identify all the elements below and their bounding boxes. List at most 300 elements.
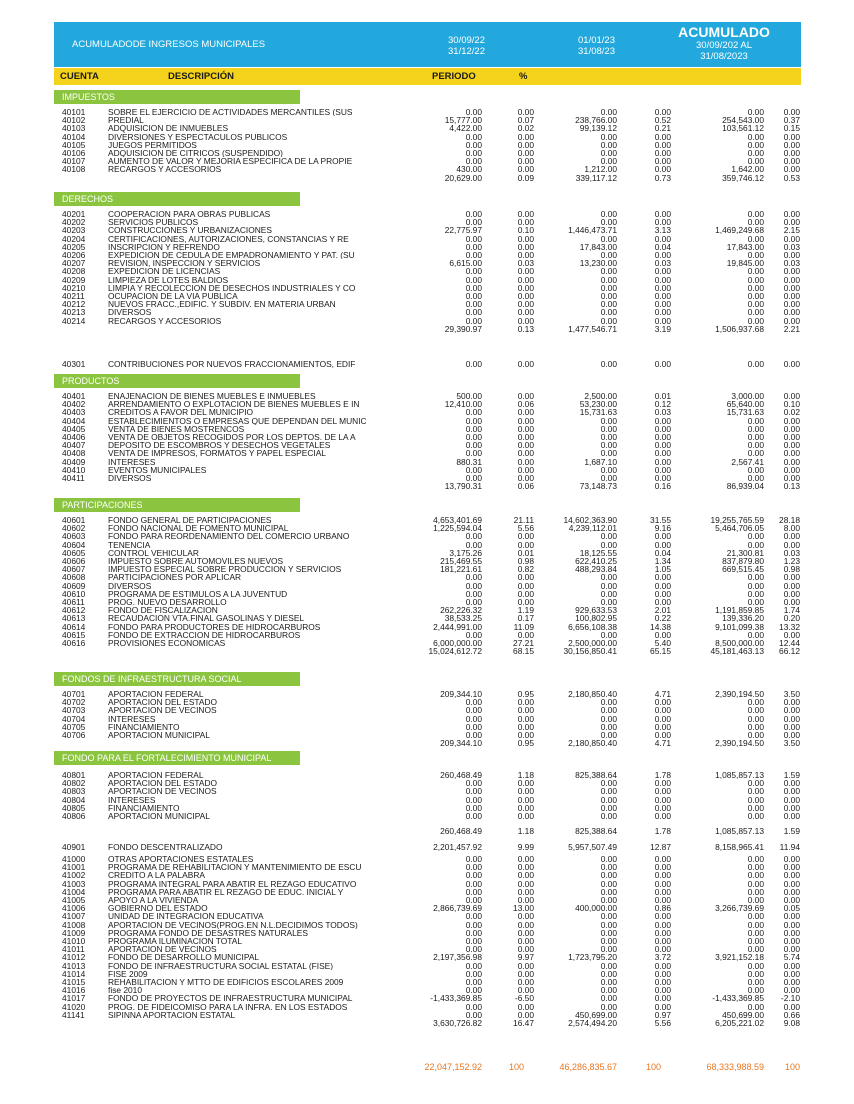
cell-acumulado-pct: 0.37 <box>783 115 800 126</box>
table-row <box>0 251 854 259</box>
cell-periodo: 0.00 <box>465 464 482 475</box>
cell-periodo2-pct: 0.03 <box>654 407 671 418</box>
cell-periodo-pct: 0.00 <box>517 927 534 938</box>
cell-acumulado-pct: 0.00 <box>783 131 800 142</box>
subtotal-row <box>0 647 854 655</box>
cell-periodo2-pct: 5.40 <box>654 638 671 648</box>
cell-periodo2-pct: 0.00 <box>654 968 671 979</box>
cell-periodo: 3,175.26 <box>449 547 482 558</box>
cell-periodo-pct: 0.07 <box>517 115 534 126</box>
table-row <box>0 308 854 316</box>
cell-periodo: 0.00 <box>465 131 482 142</box>
cell-periodo2: 0.00 <box>600 919 617 930</box>
cell-cuenta: 40105 <box>62 139 86 150</box>
cell-acumulado-pct: 1.23 <box>783 556 800 566</box>
cell-periodo-pct: 0.00 <box>517 713 534 724</box>
cell-acumulado-pct: 0.00 <box>783 274 800 285</box>
cell-acumulado: 0.00 <box>747 705 764 716</box>
cell-periodo2-pct: 0.00 <box>654 131 671 142</box>
cell-periodo: 0.00 <box>465 985 482 996</box>
cell-periodo2-pct: 1.05 <box>654 564 671 575</box>
cell-cuenta: 41009 <box>62 927 86 938</box>
cell-descripcion: DIVERSOS <box>108 474 152 483</box>
cell-periodo2-pct: 0.00 <box>654 597 671 607</box>
cell-acumulado-pct: 0.00 <box>783 315 800 326</box>
cell-acumulado-pct: 2.21 <box>783 323 800 334</box>
cell-periodo: -1,433,369.85 <box>430 993 482 1004</box>
cell-periodo: 38,533.25 <box>444 613 482 624</box>
cell-acumulado-pct: 0.02 <box>783 407 800 418</box>
cell-periodo2: 73,148.73 <box>579 481 617 492</box>
cell-acumulado-pct: 13.32 <box>779 621 800 632</box>
cell-periodo2-pct: 0.01 <box>654 391 671 401</box>
cell-periodo2: 0.00 <box>600 315 617 326</box>
cell-acumulado: 0.00 <box>747 588 764 599</box>
table-row <box>0 698 854 706</box>
cell-periodo: 6,615.00 <box>449 258 482 269</box>
cell-cuenta: 40607 <box>62 564 86 575</box>
cell-descripcion: CONTRIBUCIONES POR NUEVOS FRACCIONAMIENTOS, EDIF <box>108 360 356 369</box>
cell-periodo: 500.00 <box>456 391 482 401</box>
cell-periodo: 2,197,356.98 <box>433 952 482 963</box>
cell-cuenta: 40806 <box>62 811 86 821</box>
cell-acumulado: 0.00 <box>747 1001 764 1012</box>
cell-periodo-pct: 0.00 <box>517 1009 534 1020</box>
table-row <box>0 937 854 945</box>
cell-descripcion: ESTABLECIMIENTOS O EMPRESAS QUE DEPENDAN DEL MUNIC <box>108 416 367 425</box>
cell-acumulado-pct: 0.20 <box>783 613 800 624</box>
cell-cuenta: 41002 <box>62 870 86 881</box>
cell-acumulado-pct: 0.00 <box>783 713 800 724</box>
cell-acumulado-pct: 0.53 <box>783 172 800 183</box>
cell-acumulado: 0.00 <box>747 282 764 293</box>
cell-descripcion: PROVISIONES ECONOMICAS <box>108 639 226 648</box>
table-row <box>0 292 854 300</box>
cell-periodo-pct: 16.47 <box>513 1018 534 1028</box>
cell-periodo: 0.00 <box>465 977 482 987</box>
table-row <box>0 433 854 441</box>
cell-periodo2-pct: 1.34 <box>654 556 671 566</box>
cell-periodo: 20,629.00 <box>444 172 482 183</box>
cell-acumulado-pct: 0.00 <box>783 862 800 873</box>
cell-descripcion: FONDO DE FISCALIZACION <box>108 606 218 615</box>
cell-acumulado: 3,266,739.69 <box>715 903 764 914</box>
cell-cuenta: 40601 <box>62 515 86 525</box>
cell-cuenta: 40608 <box>62 572 86 583</box>
cell-periodo2-pct: 0.00 <box>654 448 671 459</box>
cell-acumulado-pct: 1.59 <box>783 826 800 836</box>
cell-cuenta: 40401 <box>62 391 86 401</box>
cell-periodo-pct: 0.00 <box>517 697 534 708</box>
cell-cuenta: 41007 <box>62 911 86 922</box>
cell-acumulado-pct: 0.00 <box>783 580 800 591</box>
cell-acumulado: 837,879.80 <box>722 556 764 566</box>
cell-periodo2: 0.00 <box>600 107 617 117</box>
cell-periodo2: 1,477,546.71 <box>568 323 617 334</box>
table-row <box>0 787 854 795</box>
cell-cuenta: 40207 <box>62 258 86 269</box>
cell-periodo2: 0.00 <box>600 854 617 864</box>
cell-periodo-pct: 0.03 <box>517 258 534 269</box>
cell-descripcion: FONDO DE PROYECTOS DE INFRAESTRUCTURA MUNICIPAL <box>108 994 353 1003</box>
cell-periodo: 0.00 <box>465 911 482 922</box>
cell-descripcion: COOPERACION PARA OBRAS PUBLICAS <box>108 210 271 219</box>
cell-descripcion: ADQUISICION DE CITRICOS (SUSPENDIDO) <box>108 149 283 158</box>
cell-cuenta: 41005 <box>62 895 86 905</box>
cell-periodo2-pct: 0.00 <box>654 1001 671 1012</box>
cell-periodo2-pct: 0.86 <box>654 903 671 914</box>
table-row <box>0 226 854 234</box>
section-header: FONDOS DE INFRAESTRUCTURA SOCIAL <box>54 672 300 686</box>
period1-header: 30/09/22 31/12/22 <box>448 35 485 57</box>
cell-acumulado: 86,939.04 <box>726 481 764 492</box>
cell-periodo-pct: 0.00 <box>517 977 534 987</box>
grand-total-accum-pct: 100 <box>784 1062 800 1072</box>
cell-periodo-pct: 0.00 <box>517 936 534 946</box>
cell-periodo-pct: -6.50 <box>514 993 534 1004</box>
cell-periodo-pct: 0.00 <box>517 415 534 426</box>
cell-acumulado-pct: 0.00 <box>783 539 800 550</box>
cell-periodo2-pct: 14.38 <box>650 621 671 632</box>
cell-periodo2-pct: 0.00 <box>654 440 671 451</box>
cell-acumulado-pct: 0.05 <box>783 903 800 914</box>
cell-periodo2: 14,602,363.90 <box>563 515 617 525</box>
cell-periodo: 0.00 <box>465 794 482 805</box>
cell-periodo-pct: 0.00 <box>517 148 534 158</box>
cell-acumulado-pct: 0.00 <box>783 531 800 542</box>
cell-descripcion: INTERESES <box>108 795 156 804</box>
cell-acumulado: 1,085,857.13 <box>715 770 764 780</box>
cell-cuenta: 41016 <box>62 985 86 996</box>
table-row <box>0 474 854 482</box>
cell-periodo: 0.00 <box>465 919 482 930</box>
cell-periodo-pct: 0.00 <box>517 794 534 805</box>
table-row <box>0 565 854 573</box>
cell-periodo2: 0.00 <box>600 299 617 310</box>
cell-acumulado-pct: 0.00 <box>783 794 800 805</box>
cell-descripcion: FONDO DE DESARROLLO MUNICIPAL <box>108 953 260 962</box>
cell-periodo2: 0.00 <box>600 713 617 724</box>
table-row <box>0 532 854 540</box>
cell-periodo-pct: 0.00 <box>517 531 534 542</box>
cell-periodo2: 0.00 <box>600 944 617 955</box>
cell-cuenta: 41001 <box>62 862 86 873</box>
cell-periodo2-pct: 0.00 <box>654 878 671 889</box>
table-row <box>0 408 854 416</box>
cell-periodo-pct: 0.00 <box>517 456 534 467</box>
cell-cuenta: 41003 <box>62 878 86 889</box>
cell-periodo2-pct: 1.78 <box>654 770 671 780</box>
cell-acumulado: 0.00 <box>747 217 764 228</box>
cell-cuenta: 40802 <box>62 778 86 789</box>
cell-cuenta: 40211 <box>62 291 85 301</box>
cell-periodo: 0.00 <box>465 1009 482 1020</box>
cell-acumulado: 9,101,099.38 <box>715 621 764 632</box>
cell-descripcion: ENAJENACION DE BIENES MUEBLES E INMUEBLES <box>108 392 316 401</box>
table-row <box>0 706 854 714</box>
cell-periodo: 0.00 <box>465 531 482 542</box>
cell-cuenta: 40615 <box>62 629 86 640</box>
cell-periodo2: 0.00 <box>600 307 617 318</box>
cell-acumulado: 0.00 <box>747 274 764 285</box>
cell-periodo-pct: 0.06 <box>517 399 534 410</box>
cell-periodo2: 0.00 <box>600 432 617 442</box>
cell-periodo-pct: 0.00 <box>517 985 534 996</box>
cell-periodo2: 5,957,507.49 <box>568 842 617 852</box>
cell-periodo2-pct: 0.00 <box>654 629 671 640</box>
table-row <box>0 417 854 425</box>
cell-periodo2: 0.00 <box>600 730 617 740</box>
cell-periodo: 0.00 <box>465 786 482 797</box>
cell-cuenta: 40208 <box>62 266 86 277</box>
cell-periodo2-pct: 0.12 <box>654 399 671 410</box>
cell-acumulado: 0.00 <box>747 778 764 789</box>
cell-periodo2: 0.00 <box>600 629 617 640</box>
cell-periodo: 0.00 <box>465 629 482 640</box>
report-header <box>54 22 801 67</box>
cell-periodo2: 0.00 <box>600 786 617 797</box>
subtotal-row <box>0 325 854 333</box>
cell-periodo: 2,201,457.92 <box>433 842 482 852</box>
cell-periodo-pct: 0.00 <box>517 282 534 293</box>
cell-periodo-pct: 0.00 <box>517 862 534 873</box>
cell-cuenta: 40102 <box>62 115 86 126</box>
grand-total-period1: 22,047,152.92 <box>424 1062 482 1072</box>
cell-acumulado: 0.00 <box>747 730 764 740</box>
subtotal-row <box>0 1019 854 1027</box>
cell-periodo2: 1,212.00 <box>584 164 617 175</box>
cell-cuenta: 40403 <box>62 407 86 418</box>
cell-periodo-pct: 0.00 <box>517 107 534 117</box>
cell-periodo-pct: 13.00 <box>513 903 534 914</box>
cell-acumulado-pct: 0.00 <box>783 778 800 789</box>
cell-cuenta: 40803 <box>62 786 86 797</box>
table-row <box>0 243 854 251</box>
cell-periodo-pct: 9.99 <box>517 842 534 852</box>
cell-periodo2-pct: 0.00 <box>654 423 671 434</box>
table-row <box>0 623 854 631</box>
cell-periodo2-pct: 31.55 <box>650 515 671 525</box>
cell-periodo: 0.00 <box>465 721 482 732</box>
cell-descripcion: APORTACION DEL ESTADO <box>108 779 218 788</box>
cell-descripcion: PROGRAMA INTEGRAL PARA ABATIR EL REZAGO EDUCATIVO <box>108 879 357 888</box>
cell-acumulado: 0.00 <box>747 464 764 475</box>
cell-descripcion: RECAUDACION VTA.FINAL GASOLINAS Y DIESEL <box>108 614 305 623</box>
cell-periodo2: 0.00 <box>600 539 617 550</box>
cell-acumulado: 0.00 <box>747 985 764 996</box>
cell-periodo: 2,866,739.69 <box>433 903 482 914</box>
cell-cuenta: 40205 <box>62 241 86 252</box>
cell-periodo: 0.00 <box>465 473 482 483</box>
cell-acumulado: 0.00 <box>747 539 764 550</box>
cell-periodo: 0.00 <box>465 927 482 938</box>
cell-periodo-pct: 0.00 <box>517 786 534 797</box>
cell-periodo2: 488,293.84 <box>575 564 617 575</box>
section-header: FONDO PARA EL FORTALECIMIENTO MUNICIPAL <box>54 751 300 765</box>
cell-periodo-pct: 0.00 <box>517 597 534 607</box>
table-row <box>0 235 854 243</box>
cell-periodo-pct: 0.00 <box>517 895 534 905</box>
cell-descripcion: APORTACION MUNICIPAL <box>108 812 210 821</box>
cell-acumulado-pct: 0.00 <box>783 697 800 708</box>
cell-periodo-pct: 0.00 <box>517 919 534 930</box>
table-row <box>0 843 854 851</box>
cell-acumulado-pct: 0.00 <box>783 233 800 244</box>
cell-periodo2-pct: 0.00 <box>654 315 671 326</box>
col-descripcion: DESCRIPCIÓN <box>168 71 234 82</box>
cell-acumulado: 0.00 <box>747 315 764 326</box>
cell-descripcion: IMPUESTO SOBRE AUTOMOVILES NUEVOS <box>108 557 284 566</box>
cell-periodo2: 0.00 <box>600 423 617 434</box>
table-row <box>0 994 854 1002</box>
cell-acumulado-pct: 1.59 <box>783 770 800 780</box>
cell-descripcion: CONSTRUCCIONES Y URBANIZACIONES <box>108 226 272 235</box>
cell-acumulado-pct: 0.00 <box>783 299 800 310</box>
cell-periodo: 0.00 <box>465 870 482 881</box>
cell-acumulado-pct: 0.15 <box>783 123 800 134</box>
cell-periodo2: 0.00 <box>600 233 617 244</box>
cell-periodo: 15,777.00 <box>444 115 482 126</box>
subtotal-row <box>0 739 854 747</box>
cell-periodo2: 2,180,850.40 <box>568 689 617 699</box>
cell-cuenta: 40706 <box>62 730 86 740</box>
cell-acumulado-pct: 28.18 <box>779 515 800 525</box>
cell-acumulado: 1,191,859.85 <box>715 605 764 616</box>
cell-periodo2-pct: 0.21 <box>654 123 671 134</box>
cell-acumulado: 2,390,194.50 <box>715 738 764 749</box>
cell-cuenta: 40104 <box>62 131 86 142</box>
cell-periodo: 0.00 <box>465 778 482 789</box>
cell-periodo-pct: 1.18 <box>517 826 534 836</box>
table-row <box>0 779 854 787</box>
cell-periodo: 0.00 <box>465 960 482 971</box>
table-row <box>0 929 854 937</box>
cell-periodo2-pct: 0.97 <box>654 1009 671 1020</box>
cell-periodo-pct: 0.00 <box>517 423 534 434</box>
cell-periodo: 0.00 <box>465 730 482 740</box>
cell-periodo: 0.00 <box>465 156 482 167</box>
cell-cuenta: 41008 <box>62 919 86 930</box>
cell-periodo2-pct: 3.13 <box>654 225 671 236</box>
cell-acumulado: 0.00 <box>747 968 764 979</box>
cell-periodo-pct: 0.82 <box>517 564 534 575</box>
cell-acumulado-pct: 0.00 <box>783 266 800 277</box>
cell-periodo: 0.00 <box>465 266 482 277</box>
cell-periodo2-pct: 0.00 <box>654 473 671 483</box>
cell-periodo2: 825,388.64 <box>575 770 617 780</box>
cell-descripcion: VENTA DE BIENES MOSTRENCOS <box>108 424 245 433</box>
cell-periodo2: 4,239,112.01 <box>568 523 617 534</box>
cell-periodo2-pct: 0.00 <box>654 580 671 591</box>
cell-cuenta: 40209 <box>62 274 86 285</box>
cell-acumulado-pct: 0.00 <box>783 927 800 938</box>
table-row <box>0 573 854 581</box>
cell-acumulado-pct: 0.00 <box>783 156 800 167</box>
table-row <box>0 978 854 986</box>
cell-cuenta: 40210 <box>62 282 86 293</box>
subtotal-row <box>0 482 854 490</box>
cell-acumulado-pct: 0.00 <box>783 148 800 158</box>
cell-cuenta: 40702 <box>62 697 86 708</box>
table-row <box>0 690 854 698</box>
cell-periodo2-pct: 0.04 <box>654 547 671 558</box>
cell-acumulado-pct: 0.00 <box>783 977 800 987</box>
cell-periodo: 0.00 <box>465 307 482 318</box>
cell-acumulado: 1,642.00 <box>731 164 764 175</box>
cell-acumulado-pct: 0.66 <box>783 1009 800 1020</box>
cell-cuenta: 40804 <box>62 794 86 805</box>
cell-descripcion: DIVERSIONES Y ESPECTACULOS PUBLICOS <box>108 132 288 141</box>
cell-periodo2: 0.00 <box>600 139 617 150</box>
cell-descripcion: EVENTOS MUNICIPALES <box>108 465 207 474</box>
cell-periodo: 0.00 <box>465 1001 482 1012</box>
cell-periodo2: 0.00 <box>600 572 617 583</box>
cell-periodo2: 0.00 <box>600 862 617 873</box>
grand-total-period2-pct: 100 <box>645 1062 661 1072</box>
cell-cuenta: 40604 <box>62 539 86 550</box>
table-row <box>0 796 854 804</box>
cell-periodo2: 0.00 <box>600 794 617 805</box>
cell-descripcion: RECARGOS Y ACCESORIOS <box>108 316 222 325</box>
cell-periodo: 260,468.49 <box>440 826 482 836</box>
cell-acumulado-pct: 0.00 <box>783 960 800 971</box>
cell-periodo2: 400,000.00 <box>575 903 617 914</box>
table-row <box>0 133 854 141</box>
cell-acumulado: 0.00 <box>747 423 764 434</box>
cell-periodo2-pct: 0.00 <box>654 359 671 369</box>
cell-periodo2-pct: 4.71 <box>654 738 671 749</box>
cell-acumulado-pct: 12.44 <box>779 638 800 648</box>
cell-descripcion: CREDITOS A FAVOR DEL MUNICIPIO <box>108 408 254 417</box>
cell-periodo2-pct: 0.00 <box>654 415 671 426</box>
cell-periodo-pct: 0.00 <box>517 539 534 550</box>
cell-acumulado: 1,469,249.68 <box>715 225 764 236</box>
cell-cuenta: 40613 <box>62 613 86 624</box>
cell-acumulado: 0.00 <box>747 107 764 117</box>
cell-cuenta: 41013 <box>62 960 86 971</box>
cell-periodo: 880.31 <box>456 456 482 467</box>
cell-periodo-pct: 0.00 <box>517 854 534 864</box>
cell-periodo2: 0.00 <box>600 936 617 946</box>
cell-acumulado-pct: 0.00 <box>783 629 800 640</box>
cell-cuenta: 41017 <box>62 993 86 1004</box>
cell-periodo-pct: 0.00 <box>517 250 534 260</box>
subtotal-row <box>0 827 854 835</box>
period2-header: 01/01/23 31/08/23 <box>578 35 615 57</box>
cell-cuenta: 40406 <box>62 432 86 442</box>
cell-periodo2-pct: 0.00 <box>654 539 671 550</box>
cell-periodo2-pct: 0.00 <box>654 778 671 789</box>
cell-periodo2: 0.00 <box>600 985 617 996</box>
cell-acumulado: 1,085,857.13 <box>715 826 764 836</box>
subtotal-row <box>0 174 854 182</box>
cell-periodo2-pct: 2.01 <box>654 605 671 616</box>
cell-acumulado-pct: 0.00 <box>783 944 800 955</box>
cell-periodo2: 15,731.63 <box>579 407 617 418</box>
cell-periodo-pct: 0.00 <box>517 944 534 955</box>
cell-periodo2: 2,500.00 <box>584 391 617 401</box>
cell-descripcion: JUEGOS PERMITIDOS <box>108 140 197 149</box>
cell-acumulado-pct: 0.00 <box>783 985 800 996</box>
table-row <box>0 962 854 970</box>
table-row <box>0 953 854 961</box>
cell-acumulado-pct: 0.00 <box>783 448 800 459</box>
cell-cuenta: 40212 <box>62 299 86 310</box>
cell-periodo2: 0.00 <box>600 870 617 881</box>
cell-periodo2-pct: 0.00 <box>654 977 671 987</box>
cell-periodo2-pct: 0.00 <box>654 786 671 797</box>
table-row <box>0 259 854 267</box>
